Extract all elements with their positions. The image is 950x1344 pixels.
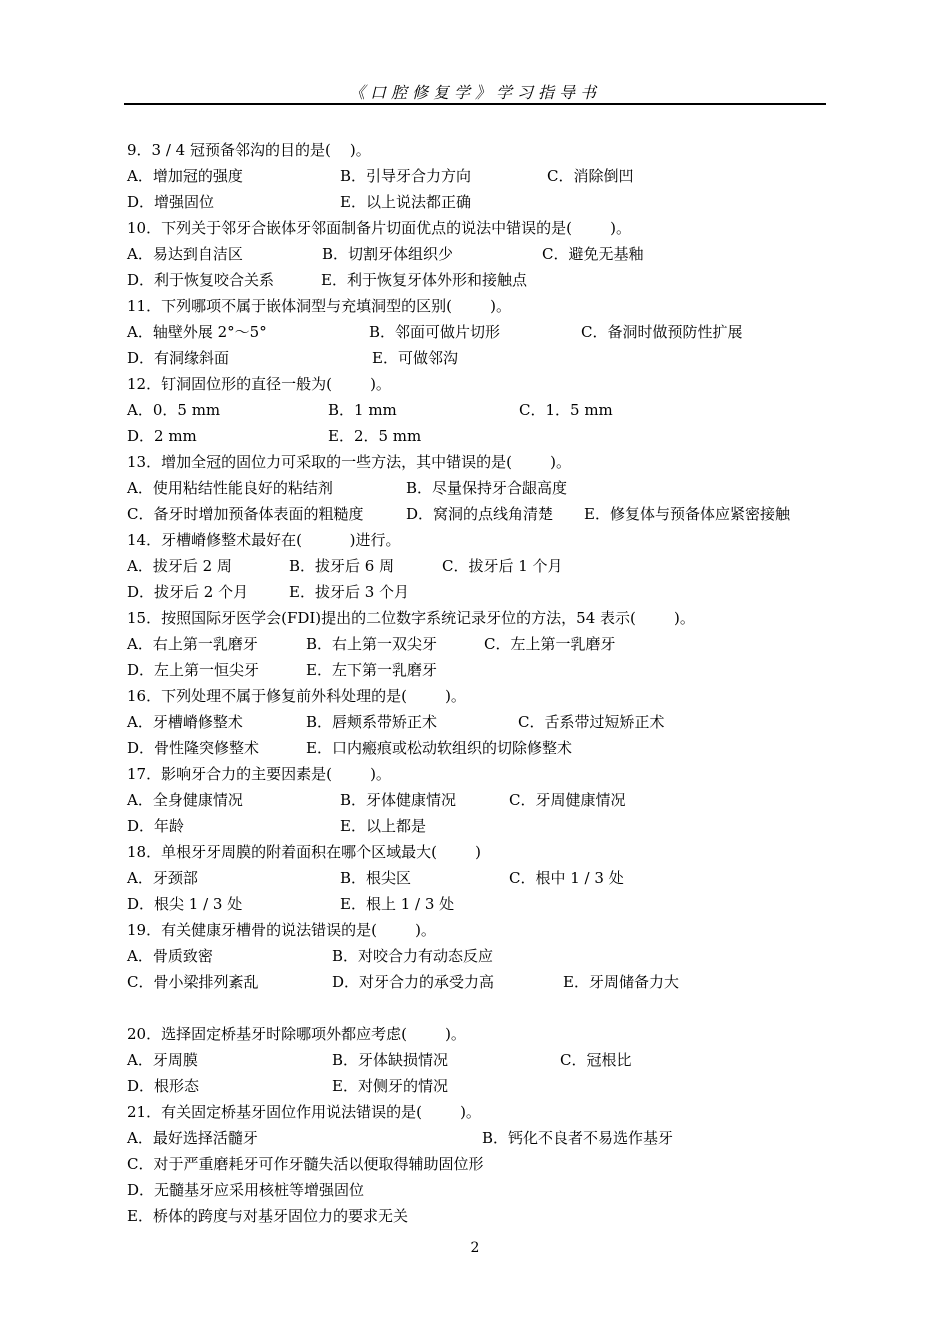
option-row (127, 270, 827, 290)
answer-option: D．根尖 1 / 3 处 (127, 895, 243, 913)
answer-option: D．利于恢复咬合关系 (127, 271, 275, 289)
question-stem: 17．影响牙合力的主要因素是( )。 (127, 765, 391, 783)
answer-option: E．桥体的跨度与对基牙固位力的要求无关 (127, 1207, 408, 1225)
answer-option: E．以上都是 (340, 817, 426, 835)
option-row (127, 946, 827, 966)
option-row (127, 426, 827, 446)
answer-option: B．对咬合力有动态反应 (332, 947, 494, 965)
question-stem: 18．单根牙牙周膜的附着面积在哪个区域最大( ) (127, 843, 481, 861)
answer-option: C．骨小梁排列紊乱 (127, 973, 259, 991)
answer-option: D．年龄 (127, 817, 185, 835)
answer-option: B．邻面可做片切形 (369, 323, 501, 341)
answer-option: D．骨性隆突修整术 (127, 739, 260, 757)
answer-option: C．消除倒凹 (547, 167, 634, 185)
answer-option: C．舌系带过短矫正术 (518, 713, 665, 731)
answer-option: A．增加冠的强度 (127, 167, 243, 185)
answer-option: D．根形态 (127, 1077, 200, 1095)
option-row (127, 894, 827, 914)
answer-option: D．左上第一恒尖牙 (127, 661, 260, 679)
answer-option: C．对于严重磨耗牙可作牙髓失活以便取得辅助固位形 (127, 1155, 484, 1173)
option-row (127, 790, 827, 810)
question-stem: 16．下列处理不属于修复前外科处理的是( )。 (127, 687, 466, 705)
answer-option: D．拔牙后 2 个月 (127, 583, 249, 601)
answer-option: E．牙周储备力大 (563, 973, 679, 991)
answer-option: C．避免无基釉 (542, 245, 644, 263)
answer-option: C．冠根比 (560, 1051, 632, 1069)
answer-option: B．引导牙合力方向 (340, 167, 472, 185)
answer-option: E．口内瘢痕或松动软组织的切除修整术 (306, 739, 572, 757)
answer-option: A．牙槽嵴修整术 (127, 713, 243, 731)
answer-option: A．拔牙后 2 周 (127, 557, 232, 575)
answer-option: B．牙体缺损情况 (332, 1051, 449, 1069)
option-row (127, 556, 827, 576)
question-stem: 9．3 / 4 冠预备邻沟的目的是( )。 (127, 141, 371, 159)
question-stem: 10．下列关于邻牙合嵌体牙邻面制备片切面优点的说法中错误的是( )。 (127, 219, 631, 237)
question-stem: 12．钉洞固位形的直径一般为( )。 (127, 375, 391, 393)
answer-option: A．骨质致密 (127, 947, 213, 965)
question-stem: 19．有关健康牙槽骨的说法错误的是( )。 (127, 921, 436, 939)
answer-option: C．1．5 mm (519, 401, 613, 419)
answer-option: E．对侧牙的情况 (332, 1077, 448, 1095)
option-row (127, 244, 827, 264)
option-row (127, 1206, 827, 1226)
answer-option: B．右上第一双尖牙 (306, 635, 438, 653)
answer-option: A．0．5 mm (127, 401, 221, 419)
answer-option: C．左上第一乳磨牙 (484, 635, 616, 653)
option-row (127, 478, 827, 498)
answer-option: A．易达到自洁区 (127, 245, 243, 263)
answer-option: E．利于恢复牙体外形和接触点 (321, 271, 527, 289)
answer-option: E．根上 1 / 3 处 (340, 895, 455, 913)
answer-option: D．无髓基牙应采用核桩等增强固位 (127, 1181, 365, 1199)
option-row (127, 348, 827, 368)
question-stem: 14．牙槽嵴修整术最好在( )进行。 (127, 531, 401, 549)
answer-option: E．可做邻沟 (372, 349, 458, 367)
answer-option: B．尽量保持牙合龈高度 (406, 479, 568, 497)
answer-option: C．牙周健康情况 (509, 791, 626, 809)
option-row (127, 582, 827, 602)
option-row (127, 1076, 827, 1096)
answer-option: B．根尖区 (340, 869, 412, 887)
answer-option: B．牙体健康情况 (340, 791, 457, 809)
question-stem: 15．按照国际牙医学会(FDI)提出的二位数字系统记录牙位的方法，54 表示( )。 (127, 609, 695, 627)
option-row (127, 504, 827, 524)
option-row (127, 868, 827, 888)
option-row (127, 660, 827, 680)
answer-option: C．备牙时增加预备体表面的粗糙度 (127, 505, 364, 523)
option-row (127, 400, 827, 420)
answer-option: A．牙周膜 (127, 1051, 198, 1069)
answer-option: D．有洞缘斜面 (127, 349, 230, 367)
answer-option: C．根中 1 / 3 处 (509, 869, 624, 887)
answer-option: E．2．5 mm (328, 427, 422, 445)
answer-option: D．对牙合力的承受力高 (332, 973, 495, 991)
option-row (127, 192, 827, 212)
answer-option: E．拔牙后 3 个月 (289, 583, 410, 601)
answer-option: B．唇颊系带矫正术 (306, 713, 438, 731)
option-row (127, 1180, 827, 1200)
answer-option: A．右上第一乳磨牙 (127, 635, 258, 653)
answer-option: E．修复体与预备体应紧密接触 (584, 505, 790, 523)
answer-option: A．全身健康情况 (127, 791, 243, 809)
option-row (127, 816, 827, 836)
answer-option: D．窝洞的点线角清楚 (406, 505, 554, 523)
page-number: 2 (470, 1240, 480, 1256)
answer-option: C．备洞时做预防性扩展 (581, 323, 743, 341)
option-row (127, 712, 827, 732)
answer-option: B．钙化不良者不易选作基牙 (482, 1129, 674, 1147)
answer-option: E．左下第一乳磨牙 (306, 661, 437, 679)
option-row (127, 1128, 827, 1148)
answer-option: A．使用粘结性能良好的粘结剂 (127, 479, 333, 497)
answer-option: A．轴壁外展 2°～5° (127, 323, 267, 341)
answer-option: B．拔牙后 6 周 (289, 557, 395, 575)
option-row (127, 166, 827, 186)
option-row (127, 1154, 827, 1174)
question-stem: 21．有关固定桥基牙固位作用说法错误的是( )。 (127, 1103, 481, 1121)
answer-option: A．最好选择活髓牙 (127, 1129, 258, 1147)
answer-option: C．拔牙后 1 个月 (442, 557, 563, 575)
answer-option: B．切割牙体组织少 (322, 245, 454, 263)
answer-option: B．1 mm (328, 401, 397, 419)
answer-option: D．2 mm (127, 427, 197, 445)
header-rule (124, 103, 826, 105)
question-stem: 13．增加全冠的固位力可采取的一些方法，其中错误的是( )。 (127, 453, 571, 471)
question-stem: 20．选择固定桥基牙时除哪项外都应考虑( )。 (127, 1025, 466, 1043)
answer-option: D．增强固位 (127, 193, 215, 211)
answer-option: E．以上说法都正确 (340, 193, 471, 211)
option-row (127, 738, 827, 758)
question-stem: 11．下列哪项不属于嵌体洞型与充填洞型的区别( )。 (127, 297, 511, 315)
option-row (127, 634, 827, 654)
answer-option: A．牙颈部 (127, 869, 198, 887)
option-row (127, 1050, 827, 1070)
running-header-title: 《口腔修复学》学习指导书 (348, 83, 601, 102)
option-row (127, 322, 827, 342)
option-row (127, 972, 827, 992)
